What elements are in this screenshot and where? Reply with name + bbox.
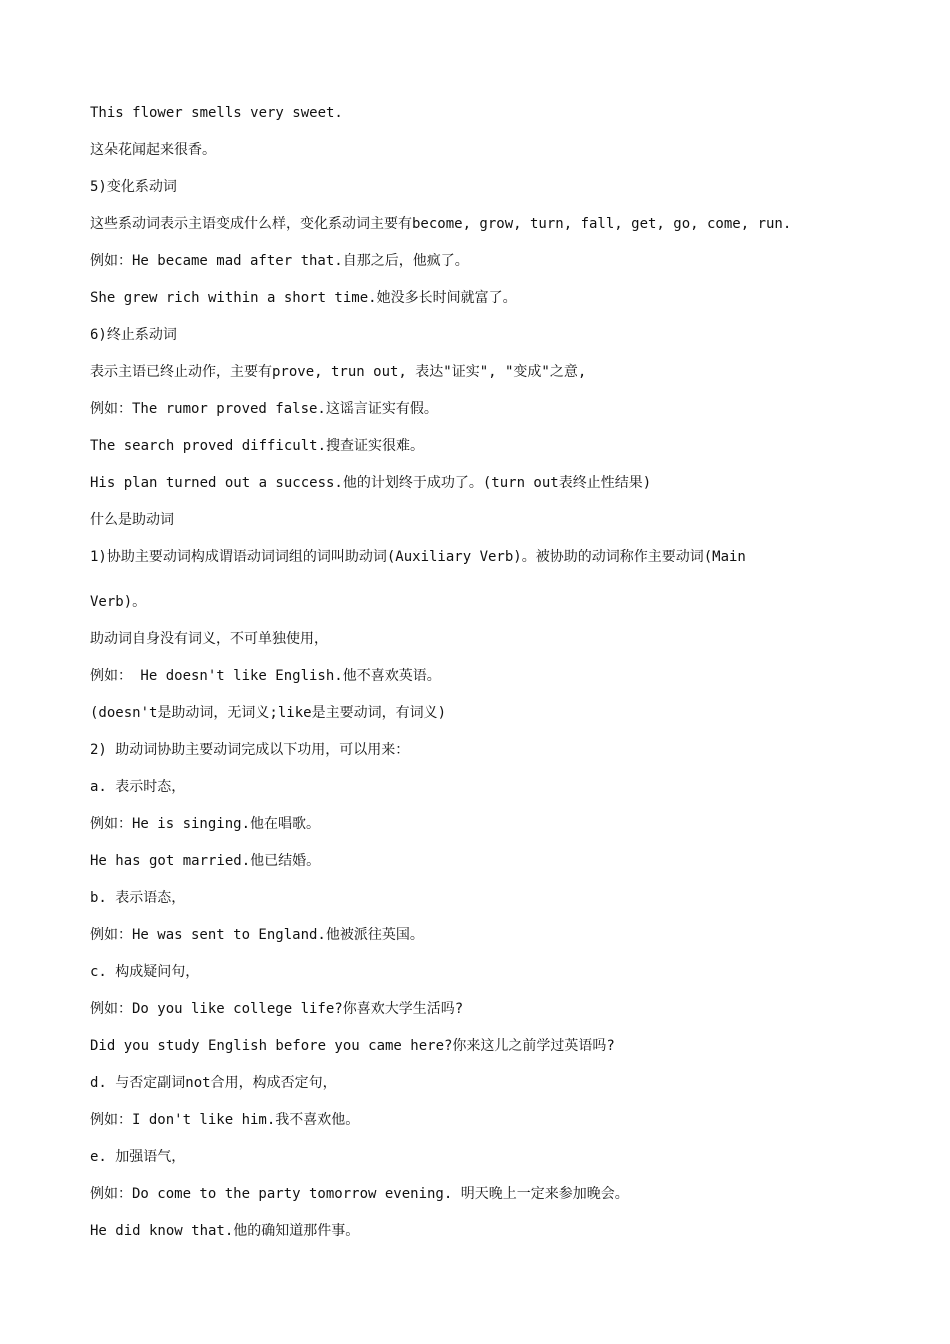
text-line: 表示主语已终止动作，主要有prove, trun out, 表达"证实", "变成"之意,: [90, 364, 587, 380]
text-line: 这些系动词表示主语变成什么样，变化系动词主要有become, grow, turn, fall, get, go, come, run.: [90, 216, 792, 232]
text-line: 1)协助主要动词构成谓语动词词组的词叫助动词(Auxiliary Verb)。被协助的动词称作主要动词(Main: [90, 549, 746, 565]
example-line: 例如：I don't like him.我不喜欢他。: [90, 1112, 360, 1128]
example-line: He has got married.他已结婚。: [90, 853, 321, 869]
example-line: 例如：He was sent to England.他被派往英国。: [90, 927, 424, 943]
example-line: 例如：He is singing.他在唱歌。: [90, 816, 321, 832]
example-line: The search proved difficult.搜查证实很难。: [90, 438, 425, 454]
section-heading: 5)变化系动词: [90, 179, 177, 195]
text-line: 这朵花闻起来很香。: [90, 142, 216, 158]
text-line: 2) 助动词协助主要动词完成以下功用，可以用来：: [90, 742, 410, 758]
example-line: 例如： He doesn't like English.他不喜欢英语。: [90, 668, 441, 684]
text-line: Verb)。: [90, 594, 147, 610]
list-item-heading: e. 加强语气，: [90, 1149, 186, 1165]
example-line: His plan turned out a success.他的计划终于成功了。(turn out表终止性结果): [90, 475, 652, 491]
list-item-heading: c. 构成疑问句，: [90, 964, 200, 980]
list-item-heading: a. 表示时态，: [90, 779, 186, 795]
example-line: Did you study English before you came here?你来这儿之前学过英语吗?: [90, 1038, 615, 1054]
text-line: This flower smells very sweet.: [90, 105, 343, 121]
example-line: 例如：The rumor proved false.这谣言证实有假。: [90, 401, 438, 417]
section-heading: 什么是助动词: [90, 512, 174, 528]
example-line: He did know that.他的确知道那件事。: [90, 1223, 360, 1239]
example-line: 例如：Do come to the party tomorrow evening. 明天晚上一定来参加晚会。: [90, 1186, 629, 1202]
document-page: [90, 99, 890, 1254]
section-heading: 6)终止系动词: [90, 327, 177, 343]
example-line: 例如：Do you like college life?你喜欢大学生活吗?: [90, 1001, 464, 1017]
text-line: 助动词自身没有词义，不可单独使用，: [90, 631, 328, 647]
text-line: (doesn't是助动词，无词义;like是主要动词，有词义): [90, 705, 447, 721]
example-line: She grew rich within a short time.她没多长时间就富了。: [90, 290, 517, 306]
list-item-heading: d. 与否定副词not合用，构成否定句，: [90, 1075, 337, 1091]
example-line: 例如：He became mad after that.自那之后，他疯了。: [90, 253, 469, 269]
list-item-heading: b. 表示语态，: [90, 890, 186, 906]
